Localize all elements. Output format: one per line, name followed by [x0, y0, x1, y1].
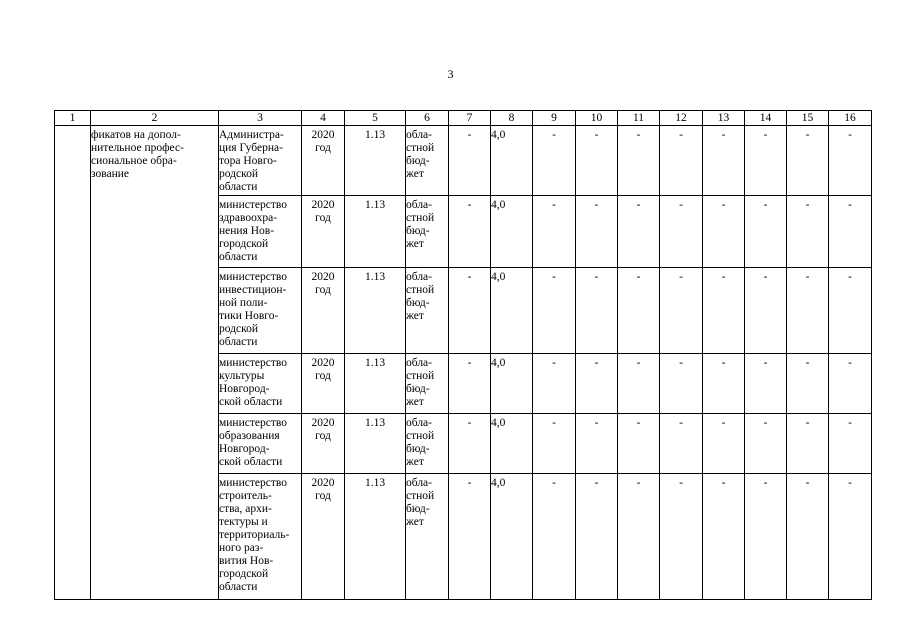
value-cell: - — [576, 354, 618, 414]
value-cell: 4,0 — [491, 196, 533, 268]
column-number-header: 8 — [491, 111, 533, 126]
value-cell: - — [787, 268, 829, 354]
value-cell: - — [829, 414, 872, 474]
value-cell: - — [787, 196, 829, 268]
executor-cell: министерство здравоохра- нения Нов- городской области — [219, 196, 302, 268]
table-header-row — [55, 111, 872, 126]
executor-cell: министерство инвестицион- ной поли- тики Новго- родской области — [219, 268, 302, 354]
budget-table — [54, 110, 872, 600]
value-cell: - — [576, 126, 618, 196]
funding-source-cell: обла- стной бюд- жет — [406, 354, 449, 414]
column-number-header: 15 — [787, 111, 829, 126]
executor-cell: министерство культуры Новгород- ской области — [219, 354, 302, 414]
value-cell: - — [449, 196, 491, 268]
funding-source-cell: обла- стной бюд- жет — [406, 268, 449, 354]
column-number-header: 16 — [829, 111, 872, 126]
column-number-header: 14 — [745, 111, 787, 126]
funding-source-cell: обла- стной бюд- жет — [406, 474, 449, 600]
value-cell: - — [618, 474, 660, 600]
target-indicator-cell: 1.13 — [345, 354, 406, 414]
column-number-header: 1 — [55, 111, 91, 126]
value-cell: - — [745, 126, 787, 196]
period-cell: 2020 год — [302, 196, 345, 268]
value-cell: - — [703, 414, 745, 474]
value-cell: - — [449, 126, 491, 196]
value-cell: - — [449, 414, 491, 474]
value-cell: 4,0 — [491, 126, 533, 196]
value-cell: 4,0 — [491, 354, 533, 414]
funding-source-cell: обла- стной бюд- жет — [406, 414, 449, 474]
value-cell: - — [660, 126, 703, 196]
value-cell: - — [703, 268, 745, 354]
executor-cell: министерство строитель- ства, архи- тектуры и территориаль- ного раз- вития Нов- городской области — [219, 474, 302, 600]
target-indicator-cell: 1.13 — [345, 474, 406, 600]
value-cell: - — [576, 268, 618, 354]
value-cell: - — [576, 474, 618, 600]
column-number-header: 13 — [703, 111, 745, 126]
period-cell: 2020 год — [302, 354, 345, 414]
page-number: 3 — [447, 67, 454, 81]
value-cell: - — [660, 196, 703, 268]
column-number-header: 4 — [302, 111, 345, 126]
value-cell: - — [533, 474, 576, 600]
period-cell: 2020 год — [302, 414, 345, 474]
value-cell: - — [618, 414, 660, 474]
value-cell: - — [618, 126, 660, 196]
column-number-header: 2 — [91, 111, 219, 126]
value-cell: - — [449, 354, 491, 414]
value-cell: - — [660, 354, 703, 414]
value-cell: - — [533, 196, 576, 268]
value-cell: - — [533, 354, 576, 414]
column-number-header: 6 — [406, 111, 449, 126]
column-number-header: 12 — [660, 111, 703, 126]
value-cell: - — [703, 196, 745, 268]
value-cell: - — [703, 474, 745, 600]
value-cell: - — [829, 474, 872, 600]
value-cell: - — [745, 196, 787, 268]
funding-source-cell: обла- стной бюд- жет — [406, 126, 449, 196]
column-number-header: 5 — [345, 111, 406, 126]
value-cell: - — [660, 474, 703, 600]
value-cell: - — [618, 354, 660, 414]
value-cell: - — [449, 268, 491, 354]
target-indicator-cell: 1.13 — [345, 268, 406, 354]
column-number-header: 11 — [618, 111, 660, 126]
value-cell: - — [745, 268, 787, 354]
value-cell: - — [618, 268, 660, 354]
value-cell: - — [745, 354, 787, 414]
value-cell: - — [829, 126, 872, 196]
value-cell: - — [829, 268, 872, 354]
value-cell: - — [703, 354, 745, 414]
funding-source-cell: обла- стной бюд- жет — [406, 196, 449, 268]
value-cell: - — [745, 414, 787, 474]
value-cell: - — [660, 414, 703, 474]
period-cell: 2020 год — [302, 268, 345, 354]
value-cell: - — [829, 354, 872, 414]
value-cell: - — [787, 354, 829, 414]
value-cell: - — [533, 126, 576, 196]
target-indicator-cell: 1.13 — [345, 196, 406, 268]
executor-cell: Администра- ция Губерна- тора Новго- родской области — [219, 126, 302, 196]
period-cell: 2020 год — [302, 126, 345, 196]
measure-name-cell: фикатов на допол- нительное профес- сиональное обра- зование — [91, 126, 219, 600]
value-cell: - — [787, 474, 829, 600]
column-number-header: 7 — [449, 111, 491, 126]
column-number-header: 3 — [219, 111, 302, 126]
value-cell: - — [829, 196, 872, 268]
value-cell: - — [576, 196, 618, 268]
column-number-header: 9 — [533, 111, 576, 126]
value-cell: - — [787, 126, 829, 196]
value-cell: - — [787, 414, 829, 474]
value-cell: - — [660, 268, 703, 354]
value-cell: - — [449, 474, 491, 600]
value-cell: 4,0 — [491, 414, 533, 474]
table-body — [55, 126, 872, 600]
value-cell: - — [745, 474, 787, 600]
table-row — [55, 126, 872, 196]
row-number-cell — [55, 126, 91, 600]
value-cell: 4,0 — [491, 268, 533, 354]
target-indicator-cell: 1.13 — [345, 126, 406, 196]
column-number-header: 10 — [576, 111, 618, 126]
value-cell: - — [533, 414, 576, 474]
value-cell: - — [533, 268, 576, 354]
value-cell: - — [618, 196, 660, 268]
executor-cell: министерство образования Новгород- ской области — [219, 414, 302, 474]
value-cell: - — [576, 414, 618, 474]
value-cell: - — [703, 126, 745, 196]
target-indicator-cell: 1.13 — [345, 414, 406, 474]
period-cell: 2020 год — [302, 474, 345, 600]
value-cell: 4,0 — [491, 474, 533, 600]
